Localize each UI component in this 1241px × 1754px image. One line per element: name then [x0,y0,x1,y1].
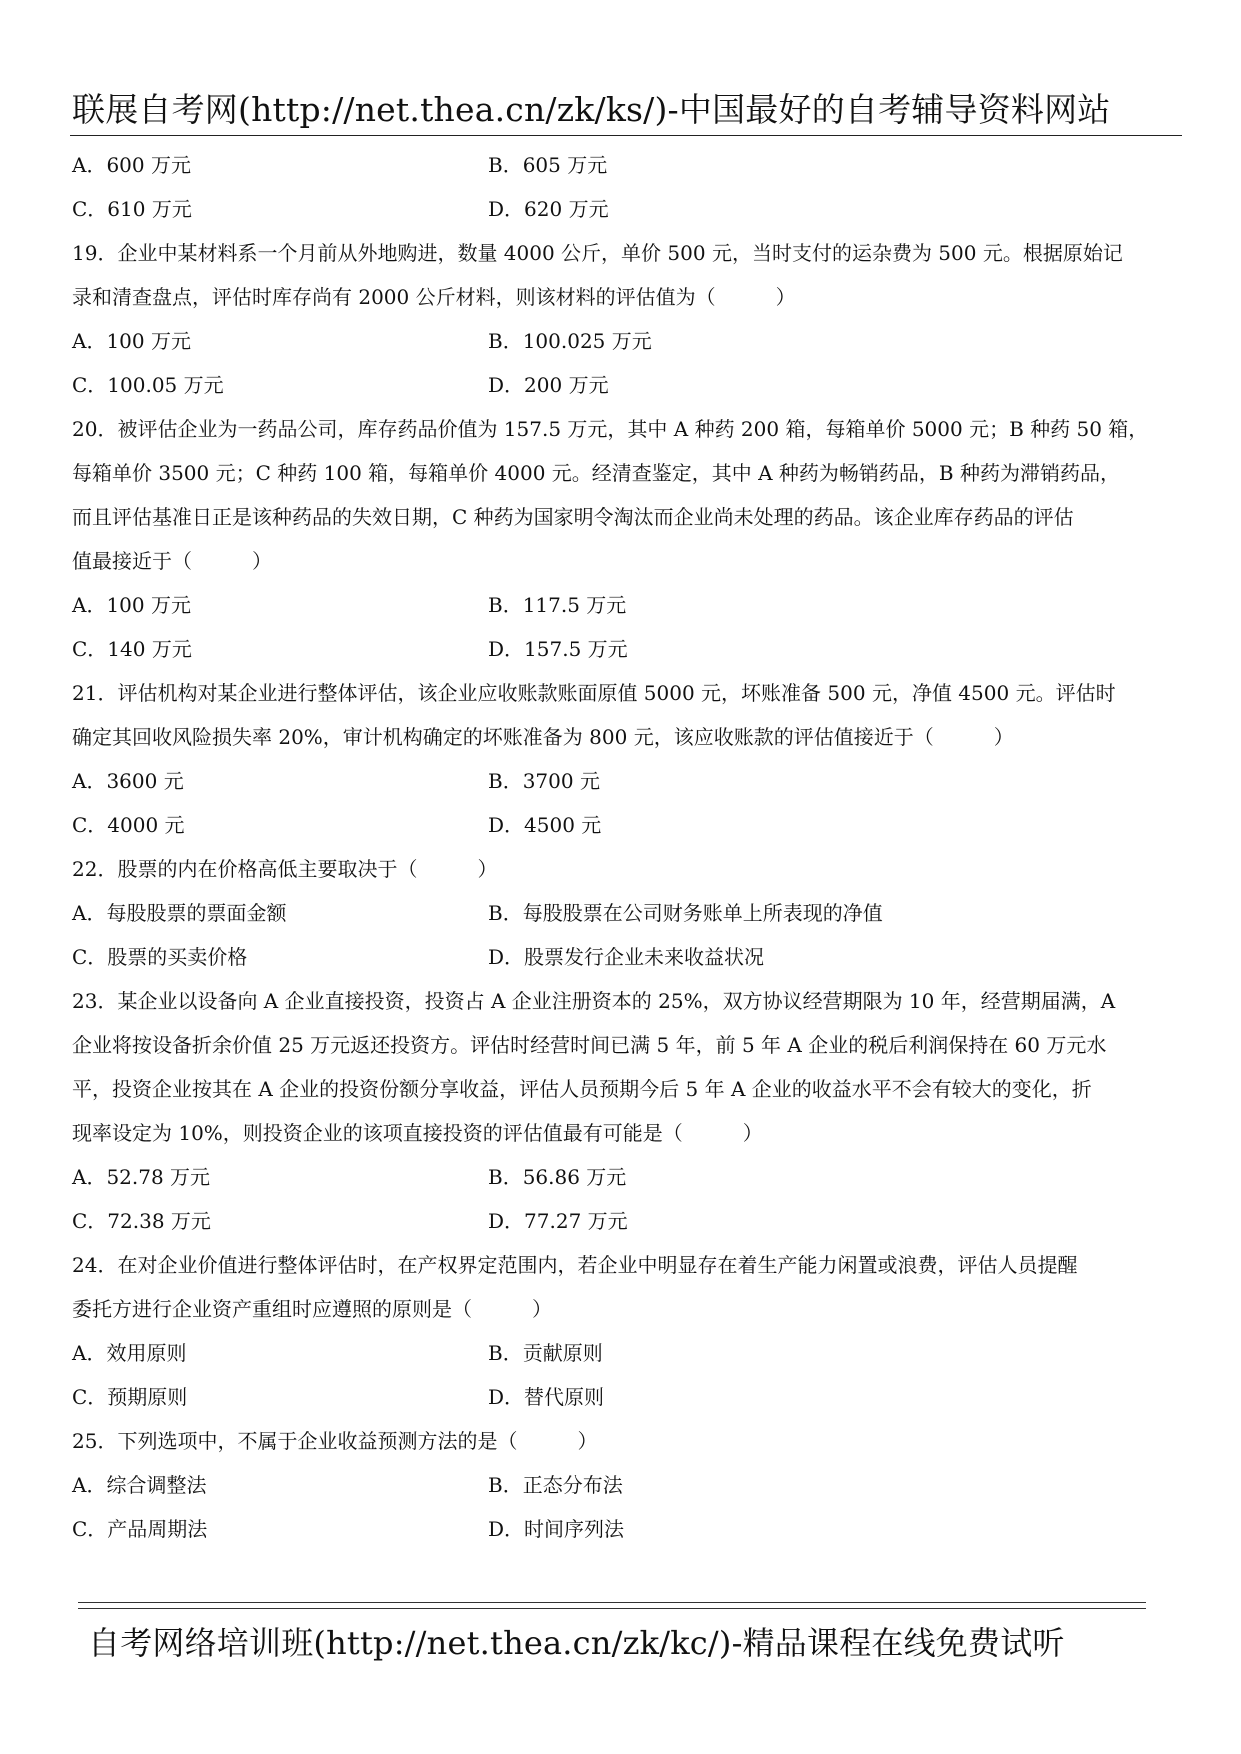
answer-option: A．每股股票的票面金额 [72,901,287,925]
answer-option: C．股票的买卖价格 [72,945,248,969]
option-row [72,631,1184,675]
answer-option: C．100.05 万元 [72,373,224,397]
question-stem-line: 19．企业中某材料系一个月前从外地购进，数量 4000 公斤，单价 500 元，当时支付的运杂费为 500 元。根据原始记 [72,241,1123,265]
answer-option: B．贡献原则 [488,1341,603,1365]
answer-option: B．3700 元 [488,769,600,793]
option-row [72,323,1184,367]
question-stem-line: 25．下列选项中，不属于企业收益预测方法的是（ ） [72,1429,598,1453]
question-list [72,147,1184,1555]
question-stem-line: 确定其回收风险损失率 20%，审计机构确定的坏账准备为 800 元，该应收账款的评估值接近于（ ） [72,725,1014,749]
question-block [72,147,1184,235]
answer-option: C．产品周期法 [72,1517,208,1541]
option-row [72,1511,1184,1555]
option-row [72,587,1184,631]
answer-option: D．620 万元 [488,197,609,221]
answer-option: B．每股股票在公司财务账单上所表现的净值 [488,901,883,925]
answer-option: C．610 万元 [72,197,192,221]
answer-option: B．117.5 万元 [488,593,627,617]
answer-option: B．100.025 万元 [488,329,652,353]
question-stem-line: 委托方进行企业资产重组时应遵照的原则是（ ） [72,1297,552,1321]
option-row [72,939,1184,983]
question-stem-line: 录和清查盘点，评估时库存尚有 2000 公斤材料，则该材料的评估值为（ ） [72,285,796,309]
question-stem-line: 平，投资企业按其在 A 企业的投资份额分享收益，评估人员预期今后 5 年 A 企业的收益水平不会有较大的变化，折 [72,1077,1092,1101]
question-block [72,411,1184,675]
question-stem-line: 23．某企业以设备向 A 企业直接投资，投资占 A 企业注册资本的 25%，双方协议经营期限为 10 年，经营期届满，A [72,989,1116,1013]
footer-divider [78,1602,1146,1609]
answer-option: C．140 万元 [72,637,192,661]
question-stem-line: 24．在对企业价值进行整体评估时，在产权界定范围内，若企业中明显存在着生产能力闲置或浪费，评估人员提醒 [72,1253,1078,1277]
answer-option: B．正态分布法 [488,1473,623,1497]
option-row [72,1203,1184,1247]
answer-option: D．157.5 万元 [488,637,628,661]
option-row [72,895,1184,939]
question-stem-line: 企业将按设备折余价值 25 万元返还投资方。评估时经营时间已满 5 年，前 5 年 A 企业的税后利润保持在 60 万元水 [72,1033,1107,1057]
answer-option: D．77.27 万元 [488,1209,628,1233]
answer-option: D．时间序列法 [488,1517,625,1541]
question-stem-line: 21．评估机构对某企业进行整体评估，该企业应收账款账面原值 5000 元，坏账准备 500 元，净值 4500 元。评估时 [72,681,1116,705]
option-row [72,1159,1184,1203]
question-stem-line: 现率设定为 10%，则投资企业的该项直接投资的评估值最有可能是（ ） [72,1121,763,1145]
question-stem-line: 而且评估基准日正是该种药品的失效日期，C 种药为国家明令淘汰而企业尚未处理的药品。该企业库存药品的评估 [72,505,1074,529]
answer-option: D．替代原则 [488,1385,605,1409]
question-block [72,851,1184,983]
answer-option: D．股票发行企业未来收益状况 [488,945,765,969]
answer-option: C．预期原则 [72,1385,188,1409]
answer-option: D．4500 元 [488,813,602,837]
answer-option: A．100 万元 [72,329,191,353]
answer-option: A．100 万元 [72,593,191,617]
header-divider [70,135,1182,136]
option-row [72,147,1184,191]
option-row [72,1467,1184,1511]
option-row [72,1335,1184,1379]
answer-option: A．52.78 万元 [72,1165,211,1189]
question-block [72,235,1184,411]
question-block [72,983,1184,1247]
question-block [72,1423,1184,1555]
answer-option: C．4000 元 [72,813,185,837]
option-row [72,763,1184,807]
page-footer: 自考网络培训班(http://net.thea.cn/zk/kc/)-精品课程在线免费试听 [88,1624,1065,1662]
option-row [72,1379,1184,1423]
question-stem-line: 值最接近于（ ） [72,549,272,573]
question-stem-line: 每箱单价 3500 元；C 种药 100 箱，每箱单价 4000 元。经清查鉴定，其中 A 种药为畅销药品，B 种药为滞销药品， [72,461,1120,485]
question-stem-line: 20．被评估企业为一药品公司，库存药品价值为 157.5 万元，其中 A 种药 200 箱，每箱单价 5000 元；B 种药 50 箱， [72,417,1149,441]
answer-option: B．605 万元 [488,153,608,177]
answer-option: A．效用原则 [72,1341,187,1365]
answer-option: A．3600 元 [72,769,184,793]
option-row [72,367,1184,411]
option-row [72,807,1184,851]
question-stem-line: 22．股票的内在价格高低主要取决于（ ） [72,857,498,881]
answer-option: B．56.86 万元 [488,1165,627,1189]
answer-option: A．综合调整法 [72,1473,207,1497]
question-block [72,675,1184,851]
answer-option: C．72.38 万元 [72,1209,211,1233]
question-block [72,1247,1184,1423]
answer-option: A．600 万元 [72,153,191,177]
option-row [72,191,1184,235]
page-header: 联展自考网(http://net.thea.cn/zk/ks/)-中国最好的自考辅导资料网站 [72,90,1111,129]
answer-option: D．200 万元 [488,373,609,397]
